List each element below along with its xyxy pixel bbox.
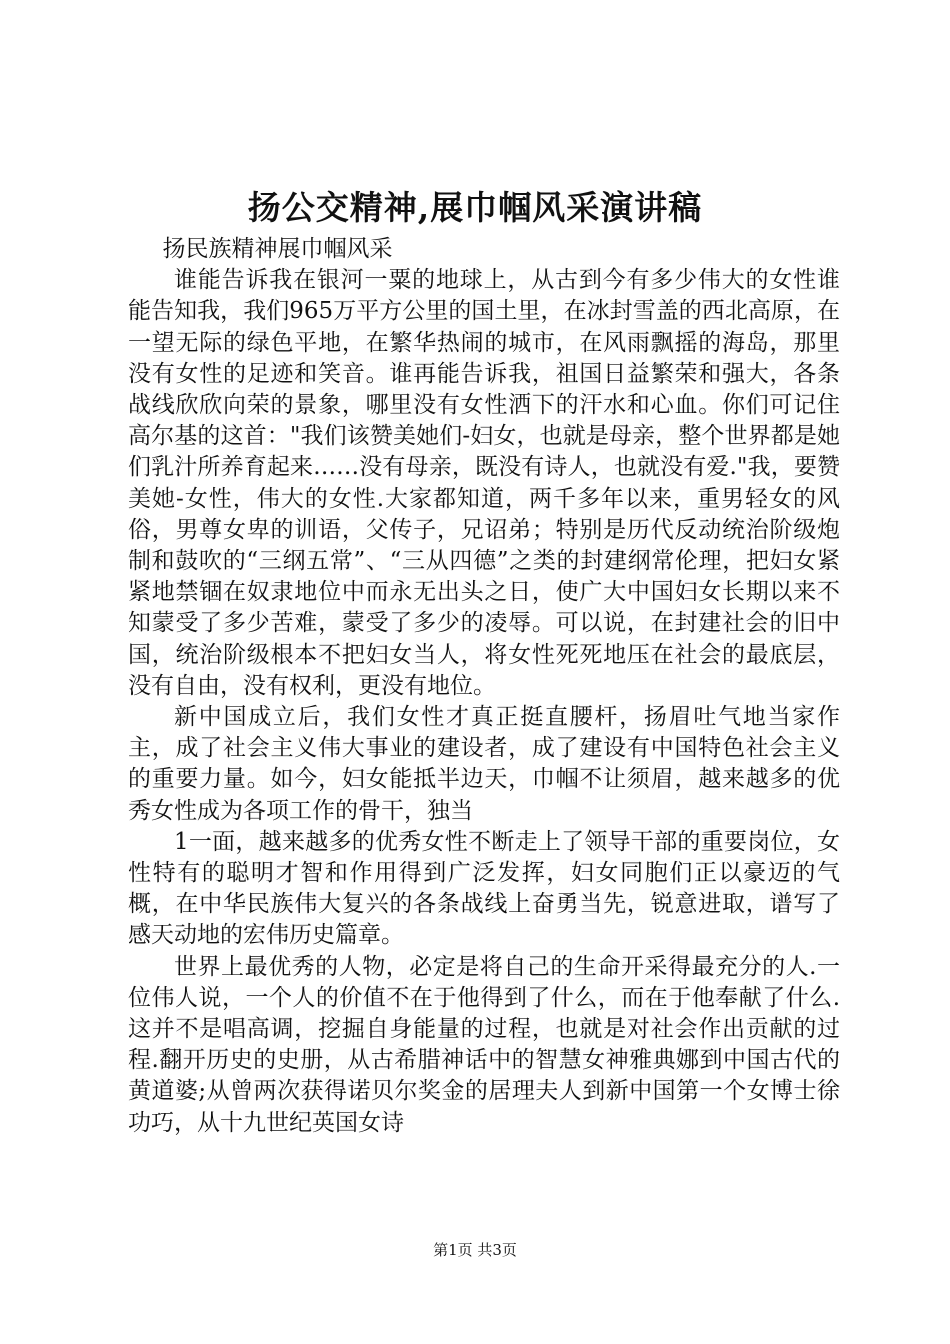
document-subtitle: 扬民族精神展巾帼风采 — [162, 236, 393, 262]
page-number-footer: 第1页 共3页 — [433, 1241, 517, 1259]
paragraph: 1一面，越来越多的优秀女性不断走上了领导干部的重要岗位，女性特有的聪明才智和作用得到广泛发挥，妇女同胞们正以豪迈的气概，在中华民族伟大复兴的各条战线上奋勇当先，锐意进取，谱写了感天动地的宏伟历史篇章。 — [128, 828, 840, 949]
document-title: 扬公交精神,展巾帼风采演讲稿 — [247, 188, 703, 227]
paragraph: 谁能告诉我在银河一粟的地球上，从古到今有多少伟大的女性谁能告知我，我们965万平方公里的国土里，在冰封雪盖的西北高原，在一望无际的绿色平地，在繁华热闹的城市，在风雨飘摇的海岛，那里没有女性的足迹和笑音。谁再能告诉我，祖国日益繁荣和强大，各条战线欣欣向荣的景象，哪里没有女性洒下的汗水和心血。你们可记住高尔基的这首："我们该赞美她们-妇女，也就是母亲，整个世界都是她们乳汁所养育起来……没有母亲，既没有诗人，也就没有爱."我，要赞美她-女性，伟大的女性.大家都知道，两千多年以来，重男轻女的风俗，男尊女卑的训语，父传子，兄诏弟；特别是历代反动统治阶级炮制和鼓吹的“三纲五常”、“三从四德”之类的封建纲常伦理，把妇女紧紧地禁锢在奴隶地位中而永无出头之日，使广大中国妇女长期以来不知蒙受了多少苦难，蒙受了多少的凌辱。可以说，在封建社会的旧中国，统治阶级根本不把妇女当人，将女性死死地压在社会的最底层，没有自由，没有权利，更没有地位。 — [128, 267, 840, 699]
paragraph: 世界上最优秀的人物，必定是将自己的生命开采得最充分的人.一位伟人说，一个人的价值不在于他得到了什么，而在于他奉献了什么.这并不是唱高调，挖掘自身能量的过程，也就是对社会作出贡献的过程.翻开历史的史册，从古希腊神话中的智慧女神雅典娜到中国古代的黄道婆;从曾两次获得诺贝尔奖金的居理夫人到新中国第一个女博士徐功巧，从十九世纪英国女诗 — [128, 953, 840, 1136]
paragraph: 新中国成立后，我们女性才真正挺直腰杆，扬眉吐气地当家作主，成了社会主义伟大事业的建设者，成了建设有中国特色社会主义的重要力量。如今，妇女能抵半边天，巾帼不让须眉，越来越多的优秀女性成为各项工作的骨干，独当 — [128, 704, 840, 824]
document-body — [128, 234, 840, 1139]
